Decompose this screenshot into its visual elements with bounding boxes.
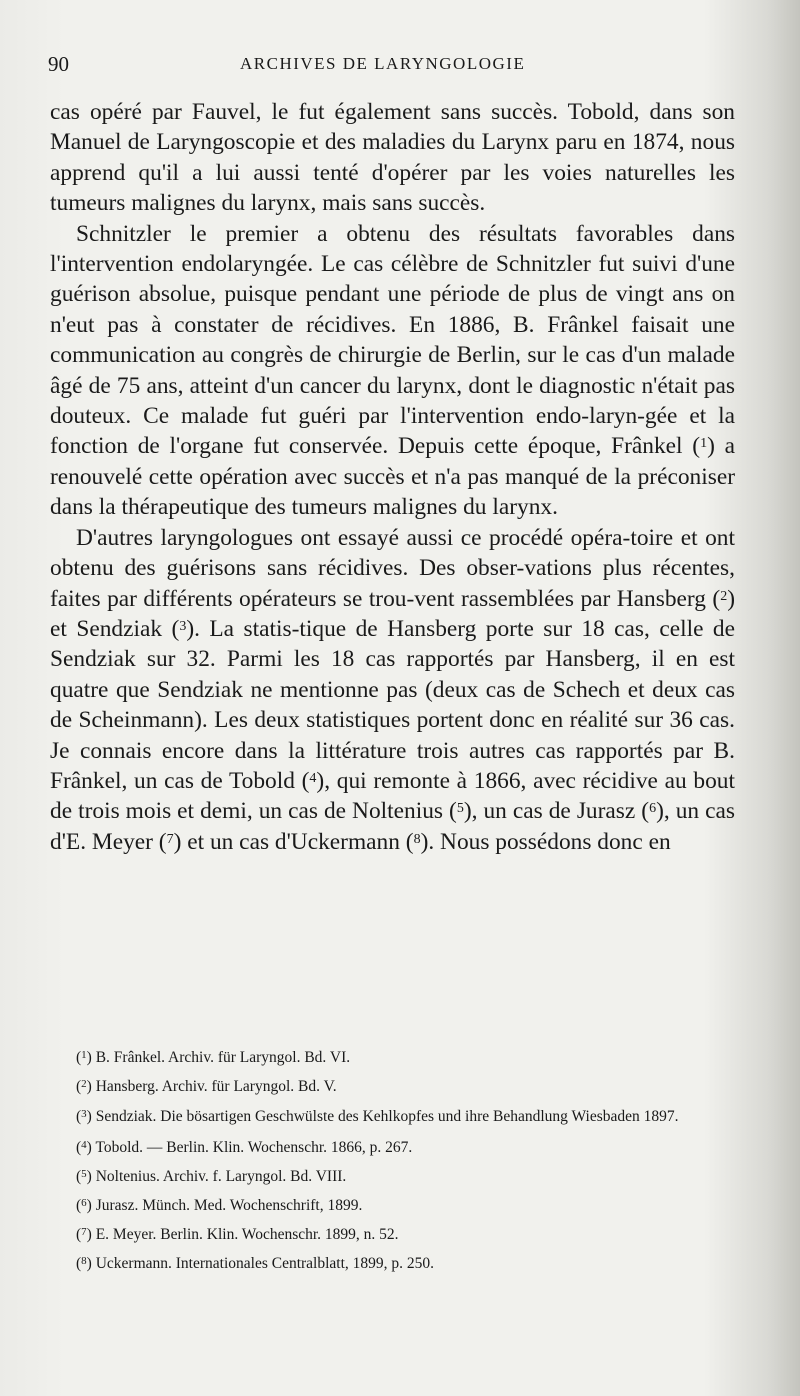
footnote-marker: 1 <box>700 436 708 452</box>
footnote-marker: 6 <box>649 801 657 817</box>
footnote: ($^1$) B. Frânkel. Archiv. für Laryngol. Bd. VI. <box>76 1049 351 1066</box>
footnote-marker: 5 <box>456 801 464 817</box>
footnote-text: B. Frânkel. Archiv. für Laryngol. Bd. VI. <box>95 1049 351 1066</box>
paragraph <box>50 219 735 523</box>
paragraph-text: ). Nous possédons donc en <box>420 828 671 855</box>
footnote-text: Jurasz. Münch. Med. Wochenschrift, 1899. <box>95 1197 363 1214</box>
footnote-number: 4 <box>81 1139 87 1151</box>
footnote-text: E. Meyer. Berlin. Klin. Wochenschr. 1899, n. 52. <box>95 1226 399 1243</box>
paragraph-text: ) a renouvelé cette opération avec succès et n'a pas manqué de la préconiser dans la thérapeutique des tumeurs malignes du larynx. <box>50 433 735 521</box>
footnote-marker: 4 <box>309 770 317 786</box>
footnote: ($^3$) Sendziak. Die bösartigen Geschwülste des Kehlkopfes und ihre Behandlung Wiesbaden 1897. <box>76 1108 679 1125</box>
paragraph-text: ), un cas de Jurasz ( <box>463 798 650 825</box>
footnote-text: Uckermann. Internationales Centralblatt, 1899, p. 250. <box>95 1255 435 1272</box>
footnote-text: Hansberg. Archiv. für Laryngol. Bd. V. <box>95 1078 337 1095</box>
footnote: ($^7$) E. Meyer. Berlin. Klin. Wochenschr. 1899, n. 52. <box>76 1226 399 1243</box>
footnote: ($^8$) Uckermann. Internationales Centralblatt, 1899, p. 250. <box>76 1255 435 1272</box>
footnote-marker: 7 <box>166 831 174 847</box>
footnote-text: Sendziak. Die bösartigen Geschwülste des Kehlkopfes und ihre Behandlung Wiesbaden 1897. <box>95 1108 679 1125</box>
footnote-number: 3 <box>81 1108 87 1120</box>
footnote-number: 6 <box>81 1197 87 1209</box>
footnote-number: 7 <box>81 1226 87 1238</box>
paragraph-text: cas opéré par Fauvel, le fut également sans succès. Tobold, dans son Manuel de Laryngoscopie et des maladies du Larynx paru en 1874, nous apprend qu'il a lui aussi tenté d'opérer par les voies naturelles les tumeurs malignes du larynx, mais sans succès. <box>50 99 735 217</box>
body-text <box>50 97 735 857</box>
footnote: ($^2$) Hansberg. Archiv. für Laryngol. Bd. V. <box>76 1078 337 1095</box>
page-number: 90 <box>48 52 69 76</box>
footnote-number: 8 <box>81 1255 87 1267</box>
footnote: ($^6$) Jurasz. Münch. Med. Wochenschrift, 1899. <box>76 1197 363 1214</box>
paragraph-text: ). La statis-tique de Hansberg porte sur 18 cas, celle de Sendziak sur 32. Parmi les 18 cas rapportés par Hansberg, il en est quatre que Sendziak ne mentionne pas (deux cas de Schech et deux cas de Scheinmann). Les deux statistiques portent donc en réalité sur 36 cas. Je connais encore dans la littérature trois autres cas rapportés par B. Frânkel, un cas de Tobold ( <box>50 615 736 794</box>
footnote: ($^4$) Tobold. — Berlin. Klin. Wochenschr. 1866, p. 267. <box>76 1139 413 1156</box>
footnote-marker: 8 <box>413 831 421 847</box>
footnote-number: 1 <box>81 1049 87 1061</box>
footnote-marker: 3 <box>179 618 187 634</box>
paragraph-text: ), qui remonte à 1866, avec récidive au bout de trois mois et demi, un cas de Noltenius ( <box>50 767 736 825</box>
paragraph <box>50 523 735 857</box>
running-title: ARCHIVES DE LARYNGOLOGIE <box>240 54 526 73</box>
paragraph-text: ) et un cas d'Uckermann ( <box>173 828 414 855</box>
footnotes <box>52 1042 738 1277</box>
paragraph-text: Schnitzler le premier a obtenu des résultats favorables dans l'intervention endolaryngée. Le cas célèbre de Schnitzler fut suivi d'une guérison absolue, puisque pendant une période de plus de vingt ans on n'eut pas à constater de récidives. En 1886, B. Frânkel faisait une communication au congrès de chirurgie de Berlin, sur le cas d'un malade âgé de 75 ans, atteint d'un cancer du larynx, dont le diagnostic n'était pas douteux. Ce malade fut guéri par l'intervention endo-laryn-gée et la fonction de l'organe fut conservée. Depuis cette époque, Frânkel ( <box>50 220 735 460</box>
paragraph-text: D'autres laryngologues ont essayé aussi ce procédé opéra-toire et ont obtenu des guérisons sans récidives. Des obser-vations plus récentes, faites par différents opérateurs se trou-vent rassemblées par Hansberg ( <box>50 524 735 612</box>
running-head <box>48 52 730 82</box>
paragraph <box>50 97 735 219</box>
footnote-number: 2 <box>81 1078 87 1090</box>
footnote-number: 5 <box>81 1168 87 1180</box>
footnote-text: Noltenius. Archiv. f. Laryngol. Bd. VIII. <box>95 1168 347 1185</box>
footnote-marker: 2 <box>720 588 728 604</box>
footnote-text: Tobold. — Berlin. Klin. Wochenschr. 1866, p. 267. <box>95 1139 413 1156</box>
paragraph-text: ), un cas d'E. Meyer ( <box>50 798 735 855</box>
footnote: ($^5$) Noltenius. Archiv. f. Laryngol. Bd. VIII. <box>76 1168 347 1185</box>
paragraph-text: ) et Sendziak ( <box>50 585 735 642</box>
